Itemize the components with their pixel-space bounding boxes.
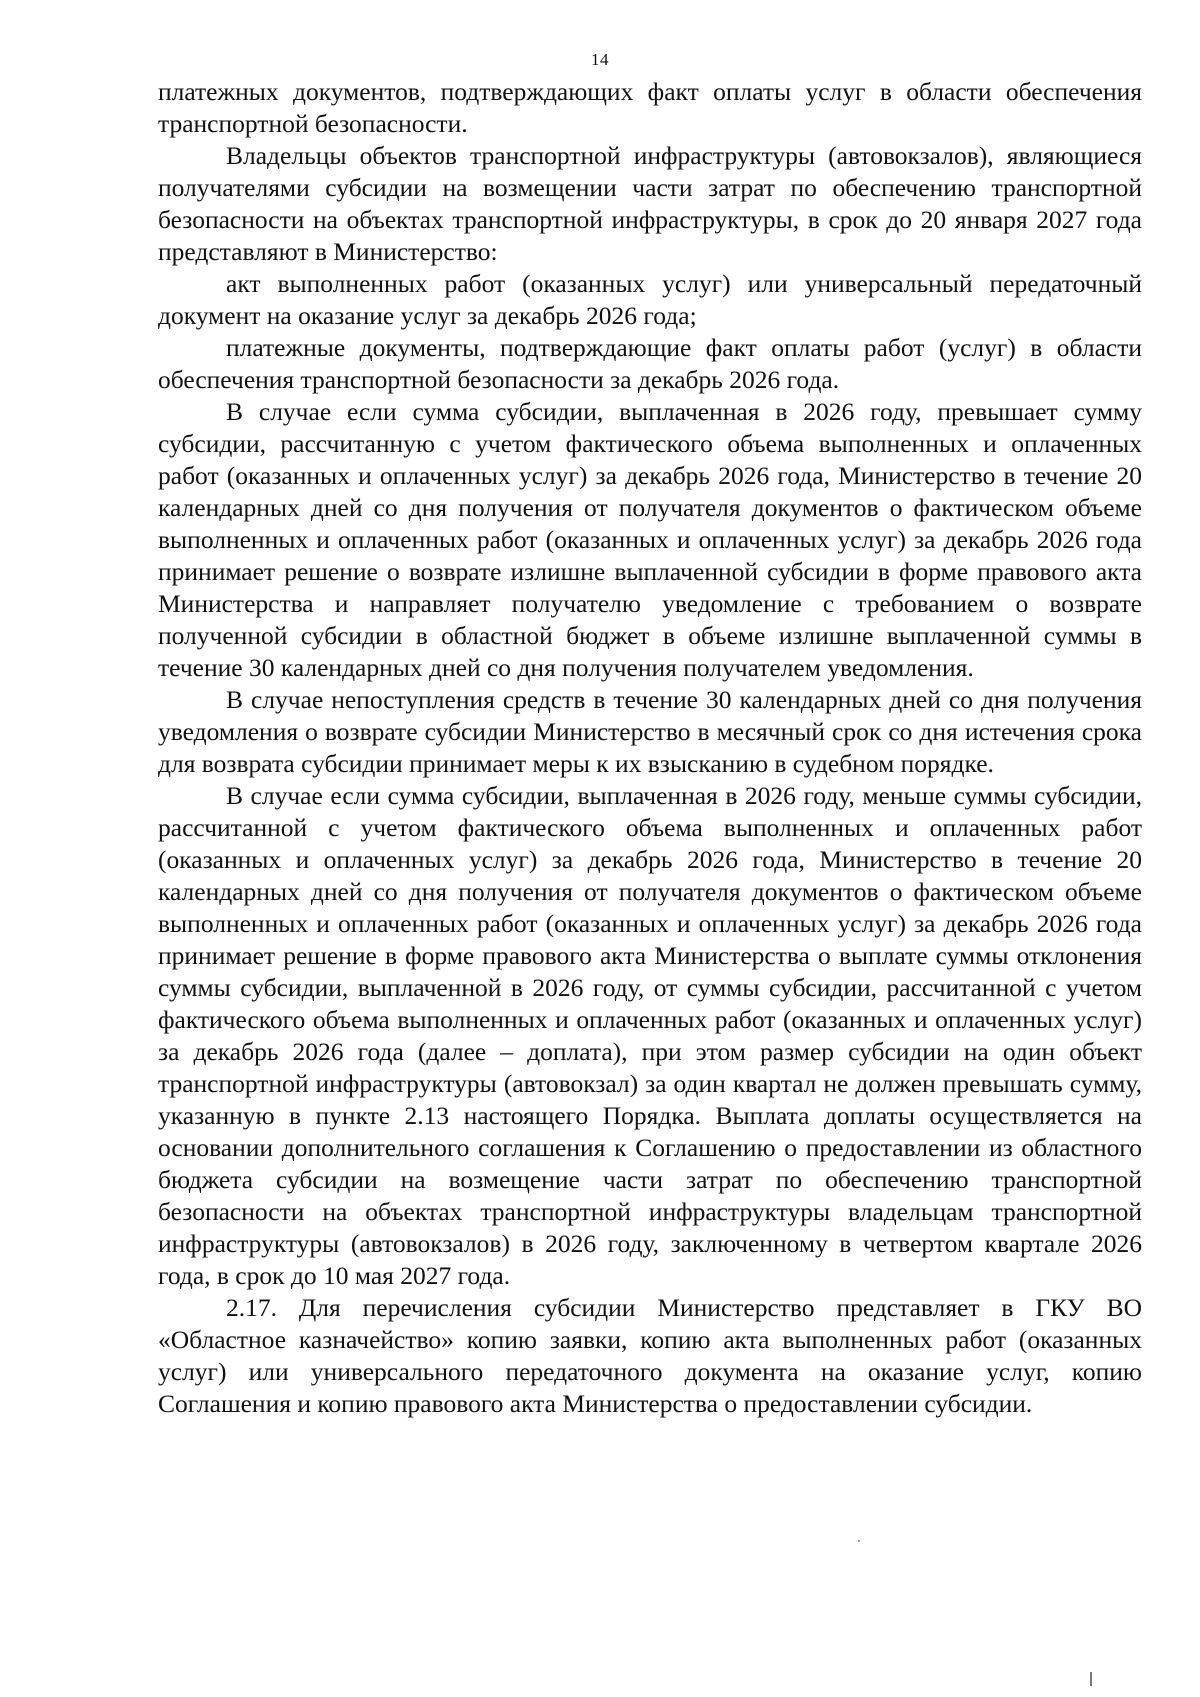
scan-artifact-dot bbox=[858, 1540, 860, 1542]
paragraph-section-2-17: 2.17. Для перечисления субсидии Министерство представляет в ГКУ ВО «Областное казначейство» копию заявки, копию акта выполненных работ (оказанных услуг) или универсального передаточного документа на оказание услуг, копию Соглашения и копию правового акта Министерства о предоставлении субсидии. bbox=[158, 1293, 1142, 1418]
document-body bbox=[158, 76, 1142, 1420]
paragraph-payment-confirmation: платежные документы, подтверждающие факт оплаты работ (услуг) в области обеспечения транспортной безопасности за декабрь 2026 года. bbox=[158, 333, 1142, 394]
scan-artifact-mark bbox=[1090, 1672, 1092, 1686]
paragraph-subsidy-shortfall: В случае если сумма субсидии, выплаченная в 2026 году, меньше суммы субсидии, рассчитанной с учетом фактического объема выполненных и оплаченных работ (оказанных и оплаченных услуг) за декабрь 2026 года, Министерство в течение 20 календарных дней со дня получения от получателя документов о фактическом объеме выполненных и оплаченных работ (оказанных и оплаченных услуг) за декабрь 2026 года принимает решение в форме правового акта Министерства о выплате суммы отклонения суммы субсидии, выплаченной в 2026 году, от суммы субсидии, рассчитанной с учетом фактического объема выполненных и оплаченных работ (оказанных и оплаченных услуг) за декабрь 2026 года (далее – доплата), при этом размер субсидии на один объект транспортной инфраструктуры (автовокзал) за один квартал не должен превышать сумму, указанную в пункте 2.13 настоящего Порядка. Выплата доплаты осуществляется на основании дополнительного соглашения к Соглашению о предоставлении из областного бюджета субсидии на возмещение части затрат по обеспечению транспортной безопасности на объектах транспортной инфраструктуры владельцам транспортной инфраструктуры (автовокзалов) в 2026 году, заключенному в четвертом квартале 2026 года, в срок до 10 мая 2027 года. bbox=[158, 781, 1142, 1290]
paragraph-act-of-works: акт выполненных работ (оказанных услуг) или универсальный передаточный документ на оказание услуг за декабрь 2026 года; bbox=[158, 269, 1142, 330]
page-number: 14 bbox=[591, 50, 609, 69]
paragraph-non-receipt: В случае непоступления средств в течение 30 календарных дней со дня получения уведомления о возврате субсидии Министерство в месячный срок со дня истечения срока для возврата субсидии принимает меры к их взысканию в судебном порядке. bbox=[158, 685, 1142, 778]
paragraph-payment-documents: платежных документов, подтверждающих факт оплаты услуг в области обеспечения транспортной безопасности. bbox=[158, 77, 1142, 138]
paragraph-subsidy-excess: В случае если сумма субсидии, выплаченная в 2026 году, превышает сумму субсидии, рассчитанную с учетом фактического объема выполненных и оплаченных работ (оказанных и оплаченных услуг) за декабрь 2026 года, Министерство в течение 20 календарных дней со дня получения от получателя документов о фактическом объеме выполненных и оплаченных работ (оказанных и оплаченных услуг) за декабрь 2026 года принимает решение о возврате излишне выплаченной субсидии в форме правового акта Министерства и направляет получателю уведомление с требованием о возврате полученной субсидии в областной бюджет в объеме излишне выплаченной суммы в течение 30 календарных дней со дня получения получателем уведомления. bbox=[158, 397, 1142, 682]
paragraph-owners-obligations: Владельцы объектов транспортной инфраструктуры (автовокзалов), являющиеся получателями субсидии на возмещении части затрат по обеспечению транспортной безопасности на объектах транспортной инфраструктуры, в срок до 20 января 2027 года представляют в Министерство: bbox=[158, 141, 1142, 266]
